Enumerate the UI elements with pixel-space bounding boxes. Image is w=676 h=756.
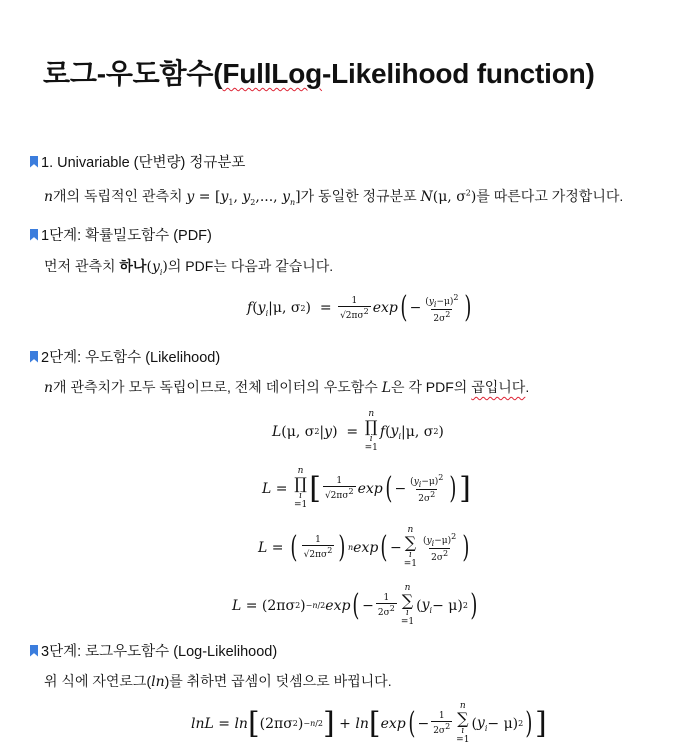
bookmark-icon [30, 229, 38, 241]
equation-likelihood-sum: L = ( $\frac{1}{√2\pi\sigma^2}$ ) n exp ( − n ∑ i =1 $\frac{(y_i-\mu)^2}{2\sigma^2}$ ) [258, 525, 470, 569]
heading-log-likelihood[interactable] [30, 640, 277, 661]
page-title [43, 52, 595, 92]
heading-text: 3단계: 로그우도함수 (Log-Likelihood) [41, 644, 278, 660]
paragraph-log-intro: 위 식에 자연로그(ln)를 취하면 곱셈이 덧셈으로 바뀝니다. [44, 673, 392, 690]
paragraph-likelihood-intro: n개 관측치가 모두 독립이므로, 전체 데이터의 우도함수 L은 각 PDF의 곱입니다. [44, 379, 530, 396]
bookmark-icon [30, 156, 38, 168]
heading-likelihood[interactable] [30, 346, 220, 367]
equation-likelihood-def: L (μ, σ 2 | y ) = n ∏ i =1 f ( $y_i$ |μ, σ 2 ) [272, 409, 444, 453]
title-rest: -Likelihood function) [322, 58, 595, 89]
heading-text: 1. Univariable (단변량) 정규분포 [41, 155, 246, 171]
heading-univariable[interactable] [30, 151, 245, 172]
bookmark-icon [30, 351, 38, 363]
heading-pdf[interactable] [30, 224, 212, 245]
spellcheck-word: 곱입니다 [471, 379, 526, 395]
heading-text: 1단계: 확률밀도함수 (PDF) [41, 228, 212, 244]
math-y-vector: y [186, 189, 195, 205]
equation-likelihood-final: L = (2πσ 2 ) −n/2 exp ( − $\frac{1}{2\sigma^2}$ n ∑ i =1 ( $y_i$ − μ) 2 ) [232, 583, 478, 627]
paragraph-assumption: n개의 독립적인 관측치 $y = [y_1$, $y_2$,..., $y_n$]가 동일한 정규분포 N(μ, $\sigma^2$)를 따른다고 가정합니다. [44, 188, 624, 207]
title-plain: 로그-우도함수( [43, 58, 223, 89]
math-normal: N [420, 189, 433, 205]
heading-text: 2단계: 우도함수 (Likelihood) [41, 350, 221, 366]
paragraph-pdf-intro: 먼저 관측치 하나$(y_i)$의 PDF는 다음과 같습니다. [44, 258, 334, 277]
equation-log-likelihood: lnL = ln [ (2πσ 2 ) −n/2 ] + ln [ exp ( − $\frac{1}{2\sigma^2}$ n ∑ i =1 ( $y_i$ − μ) 2 ) ] [191, 701, 547, 745]
bookmark-icon [30, 645, 38, 657]
title-spellcheck: FullLog [222, 58, 323, 89]
equation-likelihood-product: L = n ∏ i =1 [ $\frac{1}{√2\pi\sigma^2}$ exp ( − $\frac{(y_i-\mu)^2}{2\sigma^2}$ ) ] [262, 466, 471, 510]
equation-pdf: f ( $y_i$ |μ, σ 2 ) = $\frac{1}{√2\pi\sigma^2}$ exp ( − $\frac{(y_i-\mu)^2}{2\sigma^2}$ ) [247, 290, 472, 326]
